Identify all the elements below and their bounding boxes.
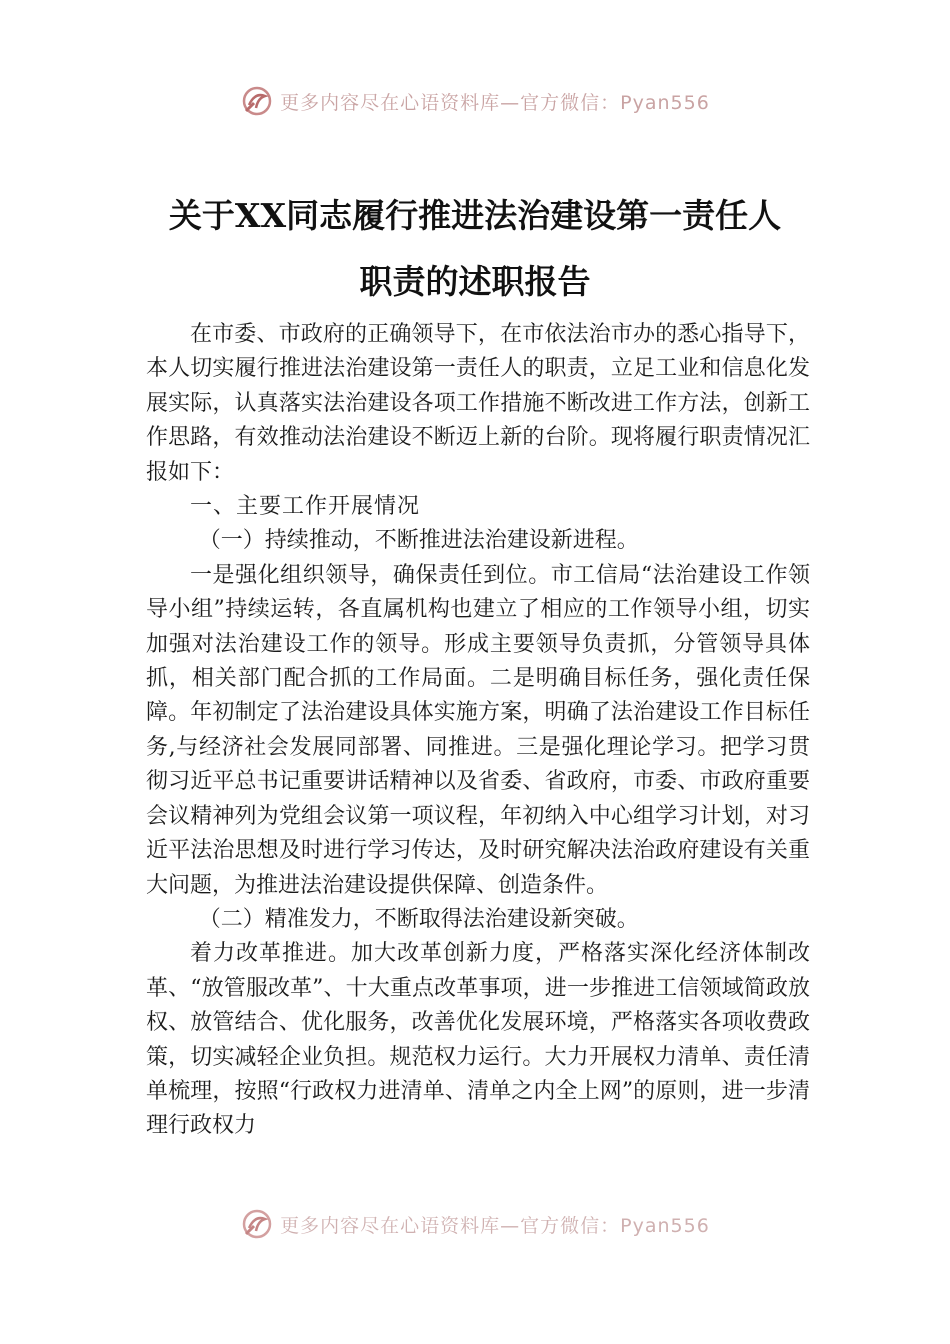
document-title-line1: 关于XX同志履行推进法治建设第一责任人 xyxy=(168,196,782,235)
subsection-heading-2: （二）精准发力，不断取得法治建设新突破。 xyxy=(198,906,639,932)
paragraph-1: 一是强化组织领导，确保责任到位。市工信局“法治建设工作领导小组”持续运转，各直属机构也建立了相应的工作领导小组，切实加强对法治建设工作的领导。形成主要领导负责抓，分管领导具体抓，相关部门配合抓的工作局面。二是明确目标任务，强化责任保障。年初制定了法治建设具体实施方案，明确了法治建设工作目标任务,与经济社会发展同部署、同推进。三是强化理论学习。把学习贯彻习近平总书记重要讲话精神以及省委、省政府，市委、市政府重要会议精神列为党组会议第一项议程，年初纳入中心组学习计划，对习近平法治思想及时进行学习传达，及时研究解决法治政府建设有关重大问题，为推进法治建设提供保障、创造条件。 xyxy=(146,562,810,898)
document-body xyxy=(146,318,810,1144)
watermark-text: 更多内容尽在心语资料库—官方微信：Pyan556 xyxy=(280,1214,710,1237)
intro-paragraph: 在市委、市政府的正确领导下，在市依法治市办的悉心指导下，本人切实履行推进法治建设第一责任人的职责，立足工业和信息化发展实际，认真落实法治建设各项工作措施不断改进工作方法，创新工作思路，有效推动法治建设不断迈上新的台阶。现将履行职责情况汇报如下： xyxy=(146,322,810,485)
swirl-logo-icon xyxy=(240,84,274,118)
watermark-footer xyxy=(0,1207,950,1241)
paragraph-2: 着力改革推进。加大改革创新力度，严格落实深化经济体制改革、“放管服改革”、十大重点改革事项，进一步推进工信领域简政放权、放管结合、优化服务，改善优化发展环境，严格落实各项收费政策，切实减轻企业负担。规范权力运行。大力开展权力清单、责任清单梳理，按照“行政权力进清单、清单之内全上网”的原则，进一步清理行政权力 xyxy=(146,941,810,1139)
document-title-line2: 职责的述职报告 xyxy=(359,262,591,301)
watermark-text: 更多内容尽在心语资料库—官方微信：Pyan556 xyxy=(280,91,710,114)
section-heading: 一、主要工作开展情况 xyxy=(190,494,421,520)
swirl-logo-icon xyxy=(240,1207,274,1241)
subsection-heading-1: （一）持续推动，不断推进法治建设新进程。 xyxy=(198,528,639,554)
watermark-header xyxy=(0,84,950,118)
